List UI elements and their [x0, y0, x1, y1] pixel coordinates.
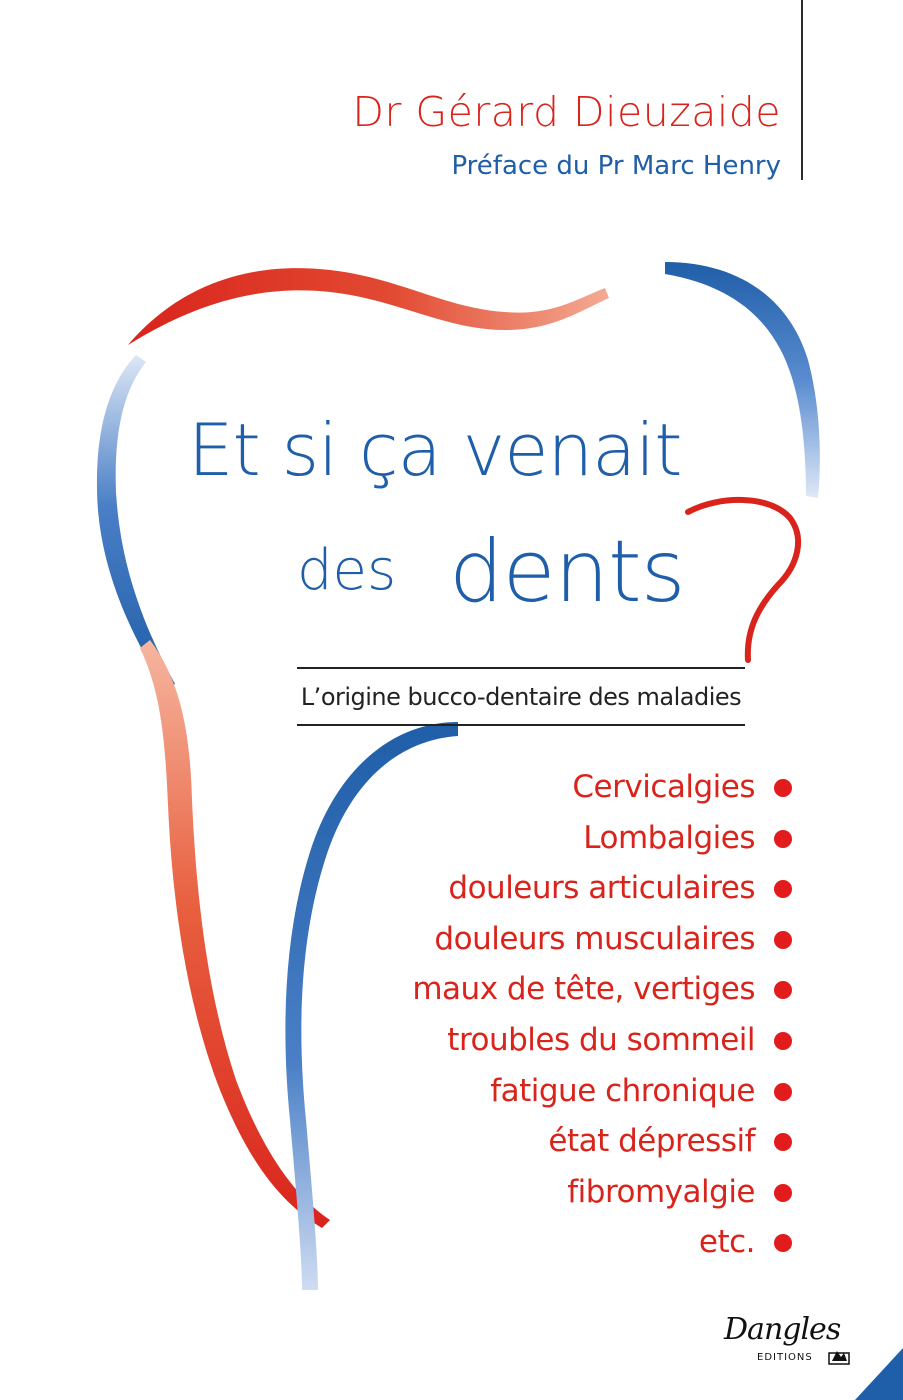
list-item: fatigue chronique — [412, 1069, 755, 1120]
vertical-rule — [801, 0, 803, 180]
tooth-right-blue-arc — [665, 262, 820, 498]
list-item: état dépressif — [412, 1119, 755, 1170]
tooth-left-blue-arc — [97, 355, 175, 690]
author-name: Dr Gérard Dieuzaide — [352, 88, 781, 136]
list-item: fibromyalgie — [412, 1170, 755, 1221]
question-mark-curl — [688, 500, 798, 660]
list-item: Cervicalgies — [412, 765, 755, 816]
tooth-top-red-arc — [128, 268, 609, 345]
preface-credit: Préface du Pr Marc Henry — [451, 151, 781, 181]
list-item: Lombalgies — [412, 816, 755, 867]
publisher-logo-icon — [828, 1347, 850, 1365]
list-item: douleurs articulaires — [412, 866, 755, 917]
book-subtitle: L’origine bucco-dentaire des maladies — [300, 683, 742, 711]
book-title-line-1: Et si ça venait — [188, 408, 682, 492]
list-item: maux de tête, vertiges — [412, 967, 755, 1018]
list-item: etc. — [412, 1220, 755, 1271]
corner-triangle-decoration — [855, 1348, 903, 1400]
book-title-line-2-prefix: des — [297, 538, 397, 603]
publisher-name: Dangles — [724, 1312, 841, 1347]
book-title-line-2-emphasis: dents — [449, 522, 685, 622]
publisher-label: EDITIONS — [757, 1352, 813, 1363]
subtitle-rule-bottom — [297, 724, 745, 726]
subtitle-rule-top — [297, 667, 745, 669]
ailment-list — [412, 765, 755, 1271]
list-item: douleurs musculaires — [412, 917, 755, 968]
list-item: troubles du sommeil — [412, 1018, 755, 1069]
